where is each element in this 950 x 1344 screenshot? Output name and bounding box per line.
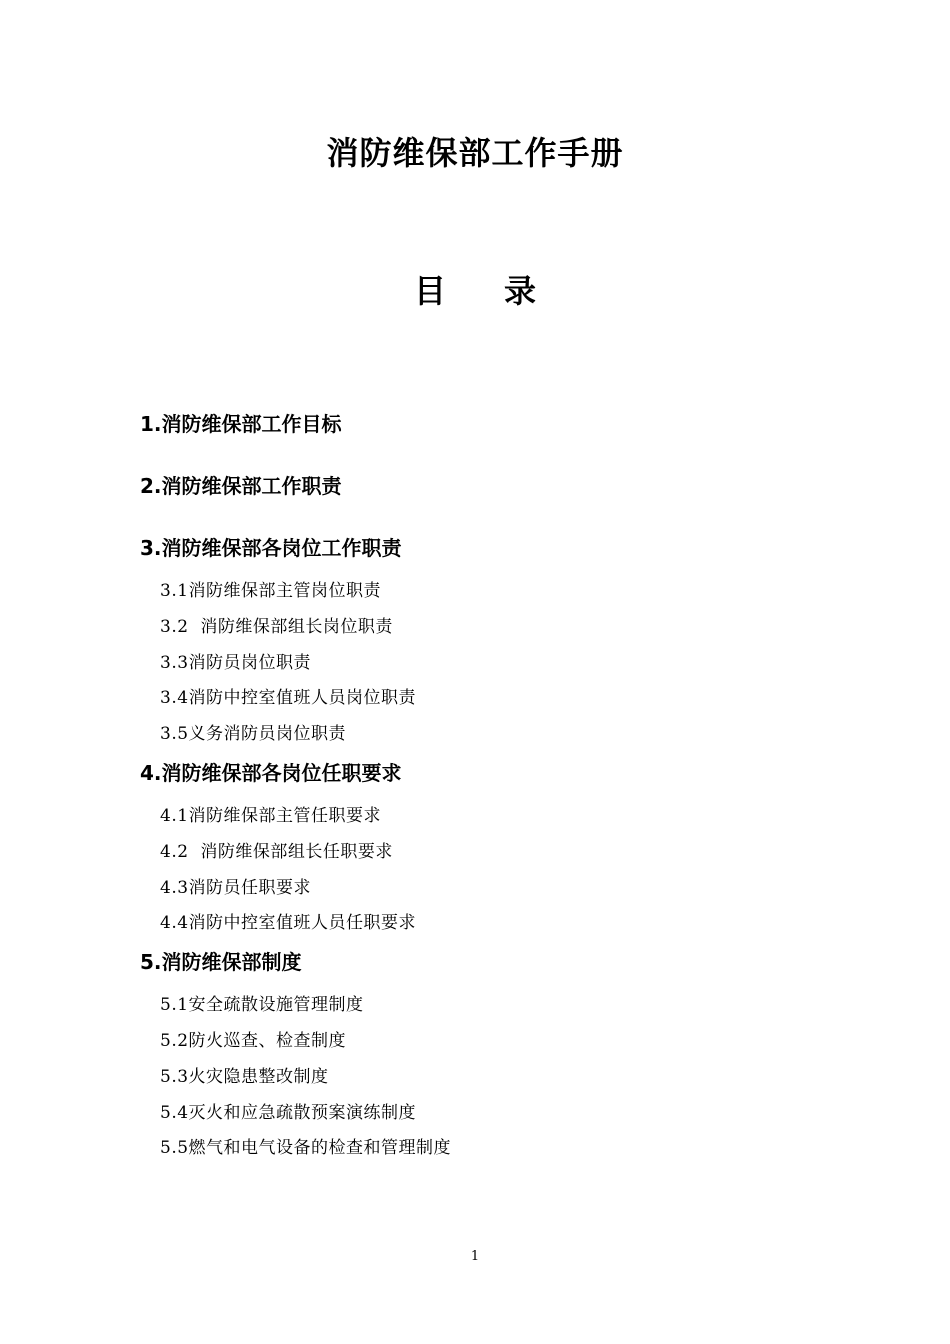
toc-subsection-item[interactable]: 4.1消防维保部主管任职要求 — [160, 805, 382, 826]
toc-subsection-item[interactable]: 3.3消防员岗位职责 — [160, 652, 312, 673]
toc-subsection-list — [140, 574, 840, 753]
toc-subsection-item[interactable]: 5.3火灾隐患整改制度 — [160, 1066, 329, 1087]
toc-subsection-item[interactable]: 4.2 消防维保部组长任职要求 — [160, 841, 393, 862]
toc-subsection-item[interactable]: 5.5燃气和电气设备的检查和管理制度 — [160, 1138, 452, 1159]
toc-subsection-item[interactable]: 5.1安全疏散设施管理制度 — [160, 995, 364, 1016]
table-of-contents — [140, 404, 840, 1167]
toc-subsection-item[interactable]: 3.5义务消防员岗位职责 — [160, 724, 347, 745]
toc-section-4 — [140, 753, 840, 942]
toc-subsection-list — [140, 799, 840, 942]
toc-subsection-item[interactable]: 3.2 消防维保部组长岗位职责 — [160, 616, 393, 637]
toc-heading-char-1: 目 — [413, 272, 446, 310]
toc-section-title[interactable]: 2.消防维保部工作职责 — [140, 474, 342, 498]
toc-section-title[interactable]: 3.消防维保部各岗位工作职责 — [140, 536, 402, 560]
toc-heading — [0, 268, 950, 314]
toc-section-title[interactable]: 5.消防维保部制度 — [140, 950, 302, 975]
toc-heading-char-2: 录 — [504, 272, 537, 310]
toc-subsection-list — [140, 988, 840, 1167]
toc-subsection-item[interactable]: 5.2防火巡查、检查制度 — [160, 1030, 347, 1051]
toc-subsection-item[interactable]: 3.4消防中控室值班人员岗位职责 — [160, 688, 417, 709]
toc-subsection-item[interactable]: 4.3消防员任职要求 — [160, 877, 312, 898]
toc-section-1 — [140, 404, 840, 444]
page-number: 1 — [470, 1249, 480, 1264]
toc-subsection-item[interactable]: 5.4灭火和应急疏散预案演练制度 — [160, 1102, 417, 1123]
toc-subsection-item[interactable]: 4.4消防中控室值班人员任职要求 — [160, 913, 417, 934]
toc-section-2 — [140, 466, 840, 506]
toc-section-3 — [140, 528, 840, 753]
toc-section-5 — [140, 942, 840, 1167]
toc-section-title[interactable]: 1.消防维保部工作目标 — [140, 412, 342, 436]
document-title: 消防维保部工作手册 — [326, 134, 624, 172]
toc-subsection-item[interactable]: 3.1消防维保部主管岗位职责 — [160, 581, 382, 601]
toc-section-title[interactable]: 4.消防维保部各岗位任职要求 — [140, 760, 402, 785]
